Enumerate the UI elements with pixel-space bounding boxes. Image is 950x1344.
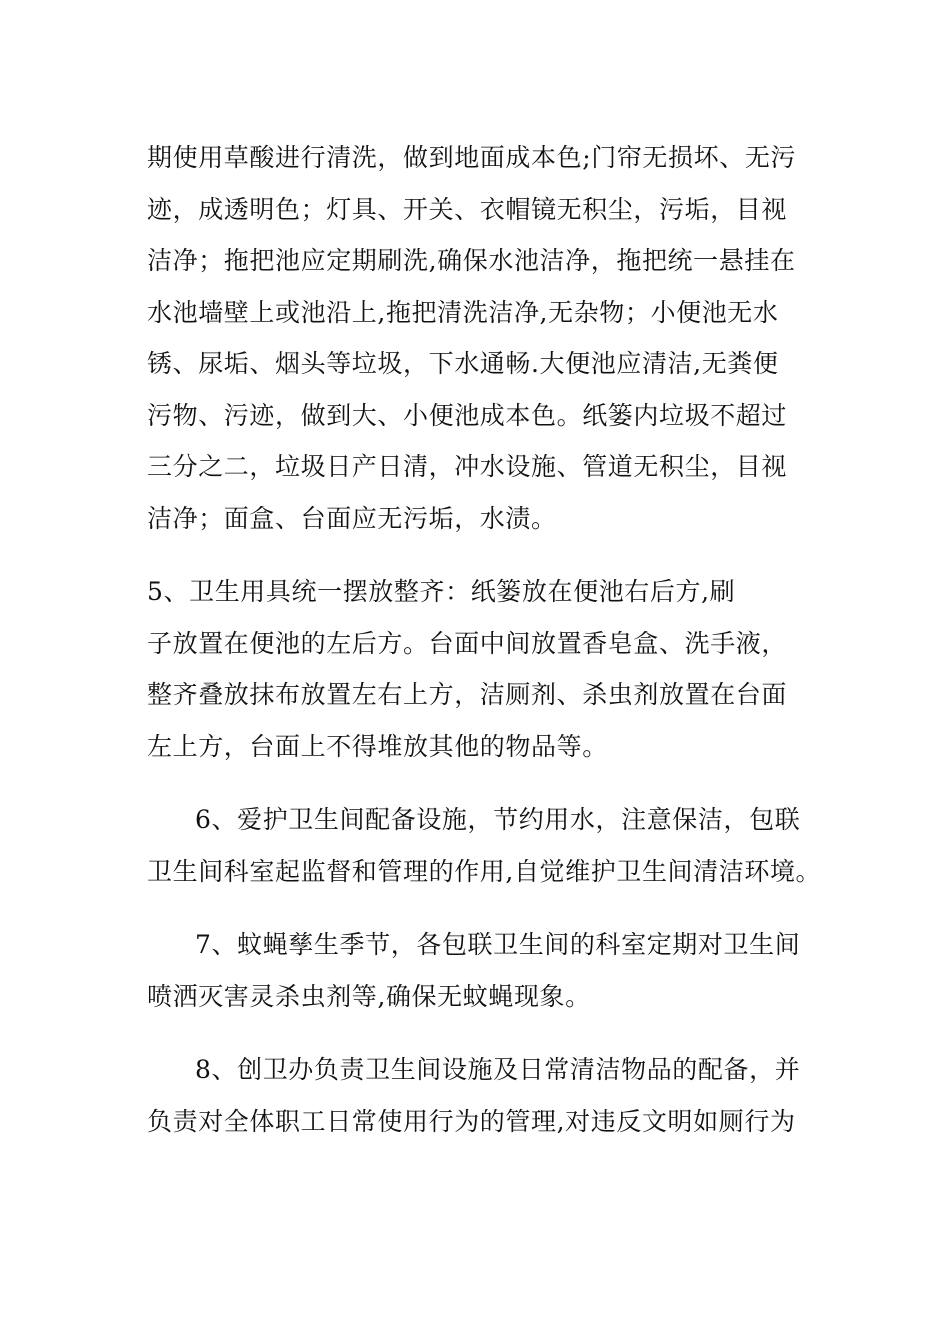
paragraph-line: 喷洒灭害灵杀虫剂等,确保无蚊蝇现象。 (147, 981, 591, 1011)
paragraph-line: 锈、尿垢、烟头等垃圾，下水通畅.大便池应清洁,无粪便 (147, 349, 779, 378)
paragraph-line: 卫生间科室起监督和管理的作用,自觉维护卫生间清洁环境。 (147, 856, 822, 886)
paragraph-line: 迹，成透明色；灯具、开关、衣帽镜无积尘，污垢，目视 (147, 194, 788, 224)
paragraph-line: 左上方，台面上不得堆放其他的物品等。 (147, 731, 608, 761)
paragraph-line: 污物、污迹，做到大、小便池成本色。纸篓内垃圾不超过 (147, 400, 788, 430)
paragraph-line: 水池墙壁上或池沿上,拖把清洗洁净,无杂物；小便池无水 (147, 297, 779, 327)
paragraph-line: 洁净；拖把池应定期刷洗,确保水池洁净，拖把统一悬挂在 (147, 246, 796, 275)
paragraph-5 (147, 566, 807, 772)
paragraph-line: 6、爱护卫生间配备设施，节约用水，注意保洁，包联 (195, 805, 801, 834)
paragraph-6 (147, 794, 822, 897)
paragraph-line: 子放置在便池的左后方。台面中间放置香皂盒、洗手液， (147, 628, 788, 658)
paragraph-line: 三分之二，垃圾日产日清，冲水设施、管道无积尘，目视 (147, 452, 788, 481)
paragraph-line: 整齐叠放抹布放置左右上方，洁厕剂、杀虫剂放置在台面 (147, 680, 788, 709)
paragraph-7 (147, 919, 807, 1022)
paragraph-8 (147, 1044, 807, 1147)
paragraph-line: 负责对全体职工日常使用行为的管理,对违反文明如厕行为 (147, 1106, 796, 1136)
paragraph-line: 洁净；面盒、台面应无污垢，水渍。 (147, 503, 557, 533)
paragraph-line: 7、蚊蝇孳生季节，各包联卫生间的科室定期对卫生间 (195, 930, 801, 959)
paragraph-line: 期使用草酸进行清洗，做到地面成本色;门帘无损坏、无污 (147, 143, 797, 172)
paragraph-line: 5、卫生用具统一摆放整齐：纸篓放在便池右后方,刷 (147, 577, 736, 606)
paragraph-line: 8、创卫办负责卫生间设施及日常清洁物品的配备，并 (195, 1055, 801, 1084)
document-body (147, 132, 822, 1169)
paragraph-1 (147, 132, 807, 544)
